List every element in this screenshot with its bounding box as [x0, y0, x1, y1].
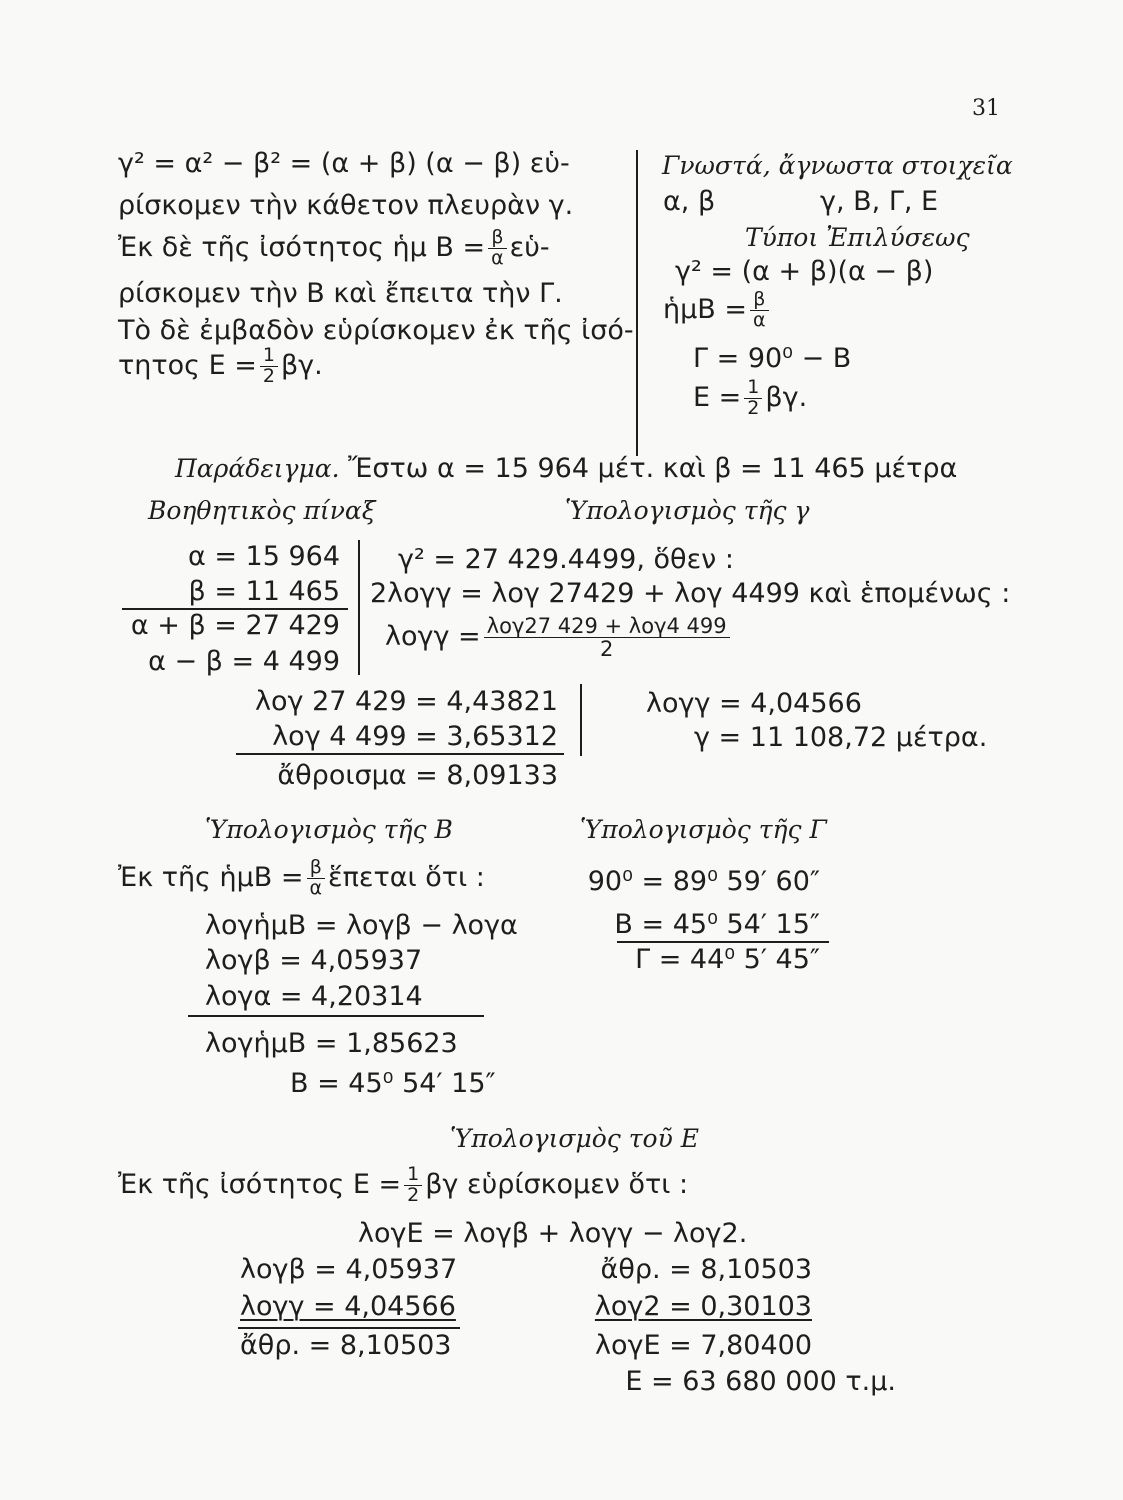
example-label: Παράδειγμα. — [175, 454, 340, 483]
gamma-line-3: λογγ = $\frac{\text{λογ27 429 + λογ4 499}}{2}$ — [385, 615, 733, 660]
E-right-2: λογ2 = 0,30103 — [594, 1291, 812, 1322]
gamma-divider — [580, 684, 582, 756]
gamma-sum-1: λογ 27 429 = 4,43821 — [255, 686, 558, 717]
formula-sinB: ἡμΒ = $\frac{\beta}{\alpha}$ — [663, 290, 772, 331]
aux-row-diff: α − β = 4 499 — [148, 646, 340, 677]
example-statement: Παράδειγμα. Ἔστω α = 15 964 μέτ. καὶ β = 11 465 μέτρα — [175, 453, 958, 484]
B-line-3: λογβ = 4,05937 — [205, 945, 423, 976]
B-result: Β = 45⁰ 54′ 15″ — [290, 1068, 496, 1099]
gamma-title: Ὑπολογισμὸς τῆς γ — [565, 496, 810, 525]
gamma-sum-total: ἄθροισμα = 8,09133 — [277, 760, 558, 791]
aux-divider — [358, 540, 360, 675]
E-result: Ε = 63 680 000 τ.μ. — [625, 1366, 896, 1397]
unknown-values: γ, Β, Γ, Ε — [820, 186, 939, 217]
E-line-2: λογΕ = λογβ + λογγ − λογ2. — [358, 1218, 748, 1249]
page-number: 31 — [972, 96, 1000, 121]
intro-line-3: Ἐκ δὲ τῆς ἰσότητος ἡμ Β = $\frac{\beta}{\alpha}$ εὑ- — [118, 226, 550, 269]
Gamma-rule — [617, 941, 829, 943]
gamma-line-2: 2λογγ = λογ 27429 + λογ 4499 καὶ ἑπομένως : — [370, 578, 1011, 609]
intro-line-5: Τὸ δὲ ἐμβαδὸν εὑρίσκομεν ἐκ τῆς ἰσό- — [118, 315, 634, 346]
formula-gamma: γ² = (α + β)(α − β) — [675, 256, 934, 287]
aux-row-alpha: α = 15 964 — [187, 541, 340, 572]
E-right-1: ἄθρ. = 8,10503 — [600, 1254, 812, 1285]
gamma-result-log: λογγ = 4,04566 — [646, 688, 862, 719]
Gamma-line-1: 90⁰ = 89⁰ 59′ 60″ — [587, 866, 820, 897]
Gamma-line-2: Β = 45⁰ 54′ 15″ — [614, 909, 820, 940]
E-left-total: ἄθρ. = 8,10503 — [240, 1330, 452, 1361]
aux-row-sum: α + β = 27 429 — [130, 610, 340, 641]
B-line-4: λογα = 4,20314 — [205, 981, 423, 1012]
B-line-5: λογἡμΒ = 1,85623 — [205, 1028, 458, 1059]
B-line-2: λογἡμΒ = λογβ − λογα — [205, 910, 518, 941]
E-right-3: λογΕ = 7,80400 — [595, 1330, 812, 1361]
intro-line-1: γ² = α² − β² = (α + β) (α − β) εὑ- — [118, 148, 570, 179]
known-values: α, β — [663, 186, 716, 217]
knowns-header: Γνωστά, ἄγνωστα στοιχεῖα — [662, 151, 1013, 180]
E-left-1: λογβ = 4,05937 — [240, 1254, 458, 1285]
E-line-1: Ἐκ τῆς ἰσότητος Ε = $\frac{1}{2}$ βγ εὑρίσκομεν ὅτι : — [118, 1163, 689, 1206]
formula-area: Ε = $\frac{1}{2}$ βγ. — [693, 376, 808, 419]
Gamma-result: Γ = 44⁰ 5′ 45″ — [635, 944, 820, 975]
aux-row-beta: β = 11 465 — [188, 576, 340, 607]
formula-Gamma: Γ = 90⁰ − Β — [693, 343, 852, 374]
B-line-1: Ἐκ τῆς ἡμΒ = $\frac{\beta}{\alpha}$ ἕπεται ὅτι : — [118, 856, 485, 899]
E-left-2: λογγ = 4,04566 — [240, 1291, 456, 1322]
gamma-result: γ = 11 108,72 μέτρα. — [694, 722, 988, 753]
B-rule — [188, 1015, 484, 1017]
gamma-line-1: γ² = 27 429.4499, ὅθεν : — [398, 544, 734, 575]
intro-line-6: τητος Ε = $\frac{1}{2}$ βγ. — [118, 344, 323, 387]
E-left-rule — [238, 1327, 460, 1329]
intro-line-4: ρίσκομεν τὴν Β καὶ ἔπειτα τὴν Γ. — [118, 278, 563, 309]
formulas-title: Τύποι Ἐπιλύσεως — [745, 223, 970, 252]
Gamma-title: Ὑπολογισμὸς τῆς Γ — [580, 815, 827, 844]
B-title: Ὑπολογισμὸς τῆς Β — [205, 815, 453, 844]
gamma-sum-rule — [236, 753, 564, 755]
intro-line-2: ρίσκομεν τὴν κάθετον πλευρὰν γ. — [118, 190, 574, 221]
gamma-sum-2: λογ 4 499 = 3,65312 — [272, 721, 558, 752]
E-title: Ὑπολογισμὸς τοῦ Ε — [450, 1124, 699, 1153]
aux-title: Βοηθητικὸς πίναξ — [148, 496, 376, 525]
column-divider — [636, 150, 638, 456]
